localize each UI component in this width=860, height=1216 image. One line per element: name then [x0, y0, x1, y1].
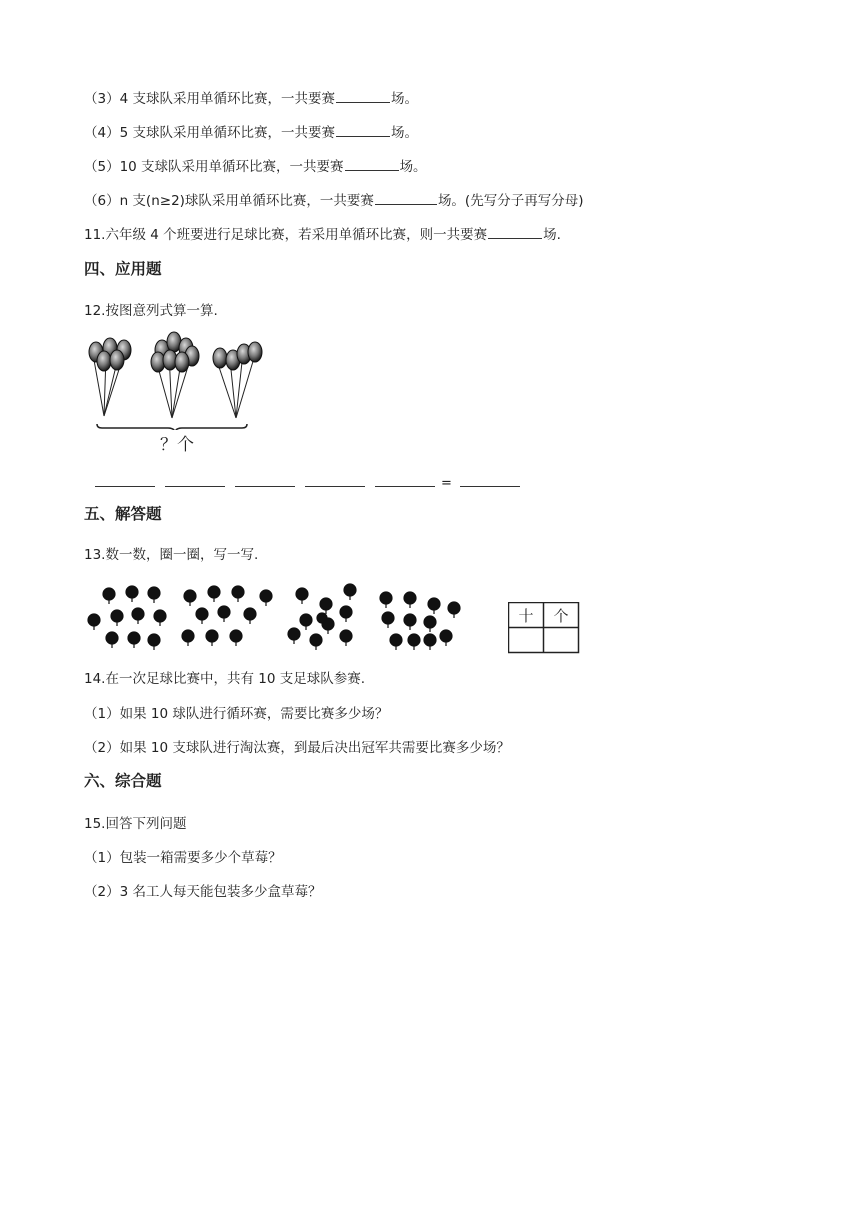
tens-header: 十: [518, 607, 534, 625]
tree-group-4: [380, 592, 460, 650]
answer-blank[interactable]: [375, 192, 437, 205]
question-14-part-2: （2）如果 10 支球队进行淘汰赛，到最后决出冠军共需要比赛多少场？: [84, 740, 510, 756]
question-text: （5）10 支球队采用单循环比赛，一共要赛: [84, 159, 344, 175]
answer-blank[interactable]: [165, 474, 225, 487]
question-13-stem: 13.数一数，圈一圈，写一写.: [84, 547, 259, 563]
section-heading-application: 四、应用题: [84, 260, 162, 278]
equation-answer-row: [95, 474, 530, 491]
question-text: （3）4 支球队采用单循环比赛，一共要赛: [84, 91, 335, 107]
question-suffix: 场。: [399, 159, 427, 175]
equals-sign: =: [441, 476, 452, 491]
brace-label: ？个: [160, 435, 194, 455]
question-suffix: 场。(先写分子再写分母): [437, 193, 584, 209]
trees-figure: [84, 580, 484, 656]
question-15-stem: 15.回答下列问题: [84, 816, 187, 832]
tree-group-1: [88, 586, 166, 650]
question-11: [84, 226, 561, 244]
answer-blank[interactable]: [336, 90, 390, 103]
balloon-bunches-figure: [84, 330, 264, 430]
question-text: （4）5 支球队采用单循环比赛，一共要赛: [84, 125, 335, 141]
balloon-bunch-2: [151, 332, 199, 418]
answer-blank[interactable]: [305, 474, 365, 487]
section-heading-solution: 五、解答题: [84, 505, 162, 523]
question-10-4: [84, 124, 418, 142]
question-14-part-1: （1）如果 10 球队进行循环赛，需要比赛多少场？: [84, 706, 389, 722]
answer-blank[interactable]: [460, 474, 520, 487]
question-10-5: [84, 158, 427, 176]
section-heading-comprehensive: 六、综合题: [84, 772, 162, 790]
answer-blank[interactable]: [95, 474, 155, 487]
question-10-3: [84, 90, 418, 108]
question-10-6: [84, 192, 583, 210]
balloon-bunch-3: [213, 342, 262, 418]
question-text: （6）n 支(n≥2)球队采用单循环比赛，一共要赛: [84, 193, 374, 209]
question-15-part-2: （2）3 名工人每天能包装多少盒草莓？: [84, 884, 322, 900]
question-text: 11.六年级 4 个班要进行足球比赛，若采用单循环比赛，则一共要赛: [84, 227, 488, 243]
answer-blank[interactable]: [488, 226, 542, 239]
question-12-stem: 12.按图意列式算一算.: [84, 303, 218, 319]
balloon-bunch-1: [89, 338, 131, 416]
question-suffix: 场.: [543, 227, 561, 243]
question-14-stem: 14.在一次足球比赛中，共有 10 支足球队参赛.: [84, 671, 366, 687]
ones-header: 个: [553, 607, 569, 625]
answer-blank[interactable]: [235, 474, 295, 487]
question-suffix: 场。: [390, 91, 418, 107]
ones-answer-cell[interactable]: [545, 629, 577, 651]
tens-answer-cell[interactable]: [510, 629, 542, 651]
place-value-table: [508, 602, 580, 654]
answer-blank[interactable]: [336, 124, 390, 137]
tree-group-2: [182, 586, 272, 646]
answer-blank[interactable]: [345, 158, 399, 171]
tree-group-3: [288, 584, 356, 650]
question-15-part-1: （1）包装一箱需要多少个草莓？: [84, 850, 282, 866]
question-suffix: 场。: [390, 125, 418, 141]
answer-blank[interactable]: [375, 474, 435, 487]
